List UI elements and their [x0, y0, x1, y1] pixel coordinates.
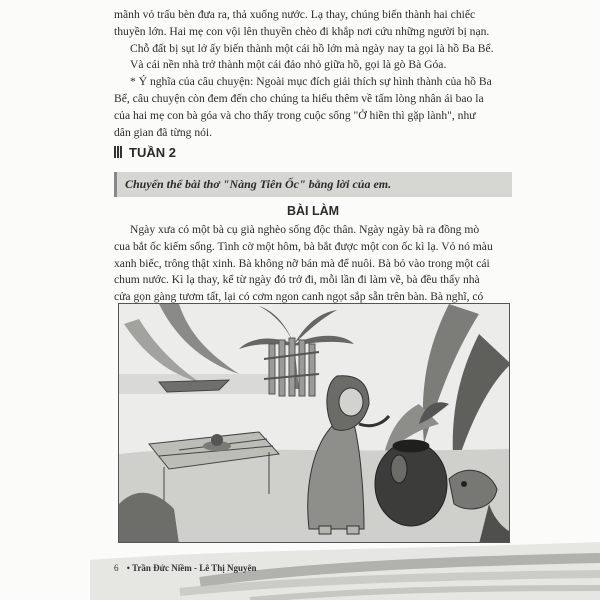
- paragraph-2: [114, 41, 512, 75]
- essay-line: cua bắt ốc kiếm sống. Tình cờ một hôm, bà bắt được một con ốc kì lạ. Vỏ nó màu: [114, 239, 493, 253]
- text-line: mãnh vỏ trấu bèn đưa ra, thả xuống nước. Lạ thay, chúng biến thành hai chiếc: [114, 8, 476, 21]
- essay-heading: BÀI LÀM: [286, 204, 340, 218]
- essay-text: [114, 222, 512, 306]
- task-prompt-box: [114, 172, 512, 197]
- section-heading: [114, 143, 176, 161]
- text-line: * Ý nghĩa của câu chuyện: Ngoài mục đích giải thích sự hình thành của hồ Ba: [130, 75, 492, 89]
- top-text: [114, 7, 512, 141]
- paragraph-3: [114, 74, 512, 141]
- page-number: 6: [114, 563, 119, 573]
- text-line: Bể, câu chuyện còn đem đến cho chúng ta hiểu thêm về tấm lòng nhân ái bao la: [114, 91, 484, 105]
- footer-swoosh: [0, 540, 600, 600]
- section-bars-icon: [114, 146, 123, 158]
- paragraph-1: [114, 7, 512, 41]
- text-line: Và cái nền nhà trở thành một cái đảo nhỏ giữa hồ, gọi là gò Bà Góa.: [130, 58, 447, 72]
- illustration-drawing: [119, 304, 510, 543]
- text-line: dân gian đã từng nói.: [114, 125, 213, 139]
- text-line: thuyền lớn. Hai mẹ con vội lên thuyền chèo đi khắp nơi cứu những người bị nạn.: [114, 24, 490, 38]
- essay-line: cửa gọn gàng tươm tất, lại có cơm ngon canh ngọt sắp sẵn trên bàn. Bà nghĩ, có: [114, 290, 484, 304]
- section-title: TUẦN 2: [129, 144, 176, 160]
- essay-line: Ngày xưa có một bà cụ già nghèo sống độc thân. Ngày ngày bà ra đồng mò: [130, 223, 480, 236]
- story-illustration: [118, 303, 510, 543]
- essay-line: xanh biếc, trông thật xinh. Bà không nỡ bán mà để nuôi. Bà bỏ vào trong một cái: [114, 256, 490, 270]
- essay-line: chum nước. Kì lạ thay, kể từ ngày đó trở đi, mỗi lần đi làm về, bà đều thấy nhà: [114, 273, 480, 287]
- footer-decoration: [0, 540, 600, 600]
- text-line: Chỗ đất bị sụt lở ấy biến thành một cái hồ lớn mà ngày nay ta gọi là hồ Ba Bể.: [130, 41, 494, 55]
- text-line: của hai mẹ con bà góa và cho thấy trong cuộc sống "Ở hiền thì gặp lành", như: [114, 108, 476, 122]
- footer-authors: • Trần Đức Niềm - Lê Thị Nguyên: [126, 563, 257, 573]
- task-prompt: Chuyển thể bài thơ "Nàng Tiên Ốc" bằng lời của em.: [125, 177, 392, 191]
- page-footer: [114, 563, 257, 573]
